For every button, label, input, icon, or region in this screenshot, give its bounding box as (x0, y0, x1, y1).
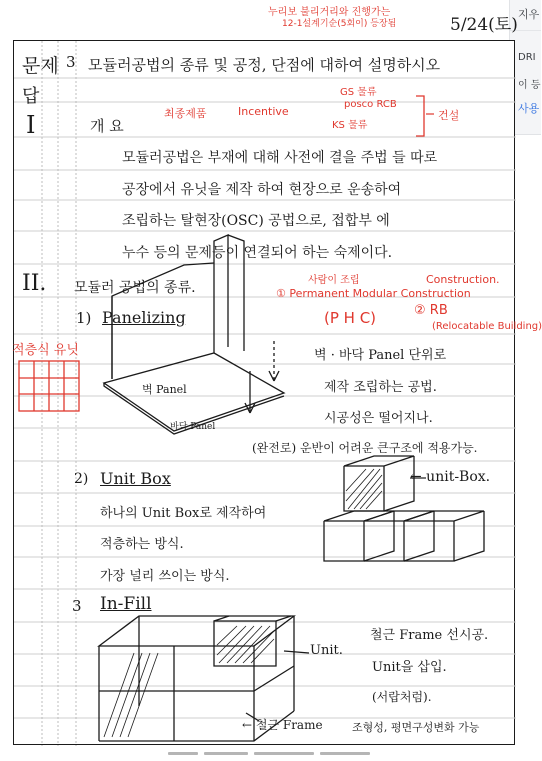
item3-number: 3 (72, 597, 82, 615)
header-red-note-2: 12-1설계기순(5회이) 등장됨 (282, 19, 397, 29)
popup-line-1: DRI (518, 52, 536, 63)
section1-line-1: 모듈러공법은 부재에 대해 사전에 결을 주법 들 따로 (122, 150, 438, 166)
item2-text-2: 적층하는 방식. (100, 537, 184, 552)
section1-numeral: I (26, 111, 36, 139)
popup-top-text: 지우 (518, 8, 540, 21)
section2-red-construction: Construction. (426, 273, 500, 286)
section1-red-annot-d: posco RCB (344, 99, 397, 110)
header-date: 5/24(토) (450, 15, 518, 35)
item2-name: Unit Box (100, 469, 171, 488)
question-number: 3 (66, 53, 76, 71)
horizontal-rules (14, 78, 516, 718)
diagram-floor-panel-label: 바닥 Panel (170, 422, 216, 432)
item1-text-3: 시공성은 떨어지나. (324, 411, 433, 426)
item1-name: Panelizing (102, 308, 186, 327)
item1-text-2: 제작 조립하는 공법. (324, 380, 437, 395)
section1-red-annot-b: Incentive (238, 105, 289, 118)
item3-text-2: Unit을 삽입. (372, 660, 447, 675)
section2-red-pmc: ① Permanent Modular Construction (276, 287, 471, 300)
red-left-label: 적층식 유닛 (12, 343, 79, 358)
red-stack-sketch (19, 361, 79, 411)
item1-red-pmc: (P H C) (324, 309, 377, 327)
section1-line-4: 누수 등의 문제등이 연결되어 하는 숙제이다. (122, 245, 393, 261)
question-label: 문제 (22, 55, 59, 77)
section1-red-annot-c: GS 물류 (340, 87, 377, 98)
item3-name: In-Fill (100, 594, 152, 614)
section1-heading: 개 요 (90, 117, 124, 135)
footer-watermark (168, 748, 378, 759)
diagram-wall-panel-label: 벽 Panel (142, 383, 187, 396)
unitbox-diagram-label: ← unit-Box. (410, 469, 491, 485)
item1-number: 1) (76, 309, 92, 327)
item2-text-3: 가장 널리 쓰이는 방식. (100, 569, 230, 584)
item3-text-1: 철근 Frame 선시공. (370, 628, 489, 643)
header-red-note-1: 누리보 불리거리와 진행가는 (268, 7, 391, 18)
item3-text-4: 조형성, 평면구성변화 가능 (352, 721, 480, 734)
item2-text-1: 하나의 Unit Box로 제작하여 (100, 506, 267, 521)
item1-text-4: (완전로) 운반이 어려운 큰구조에 적용가능. (252, 441, 478, 455)
item1-text-1: 벽 · 바닥 Panel 단위로 (314, 348, 447, 363)
item1-red-rb: ② RB (414, 303, 448, 318)
section2-heading: 모듈러 공법의 종류. (74, 280, 196, 296)
item3-text-3: (서랍처럼). (372, 690, 432, 704)
section1-red-annot-a: 최종제품 (164, 107, 207, 120)
popup-link[interactable]: 사용 (518, 102, 540, 115)
section2-red-top: 사람이 조립 (308, 275, 360, 286)
section1-line-3: 조립하는 탈현장(OSC) 공법으로, 접합부 에 (122, 213, 390, 229)
infill-unit-label: Unit. (310, 643, 343, 658)
question-title: 모듈러공법의 종류 및 공정, 단점에 대하여 설명하시오 (88, 56, 441, 74)
infill-frame-label: ← 철근 Frame (242, 718, 323, 732)
section2-numeral: II. (22, 271, 47, 296)
item1-red-rb-full: (Relocatable Building) (432, 321, 542, 332)
section1-red-annot-e: KS 물류 (332, 120, 368, 131)
answer-label: 답 (22, 86, 40, 107)
popup-line-2: 이 등 (518, 80, 541, 91)
item2-number: 2) (74, 471, 89, 487)
section1-line-2: 공장에서 유닛을 제작 하여 현장으로 운송하여 (122, 182, 402, 198)
section1-red-annot-side: 건설 (438, 109, 460, 122)
